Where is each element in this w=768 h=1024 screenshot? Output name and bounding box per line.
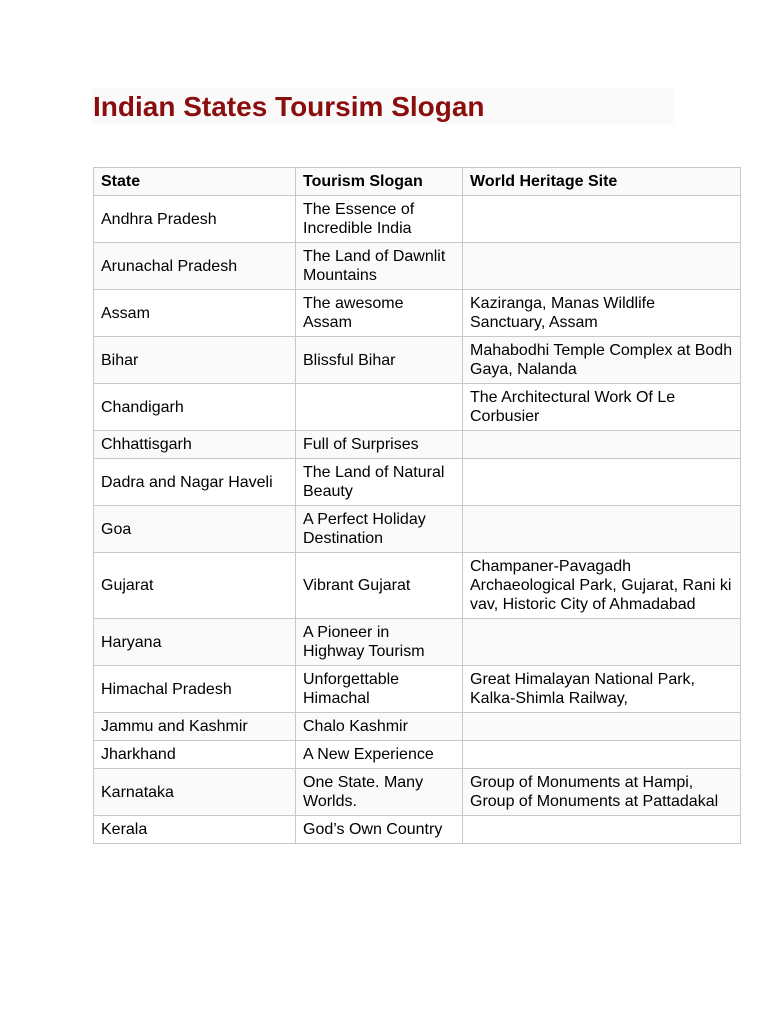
heritage-cell	[463, 816, 741, 844]
heritage-cell	[463, 713, 741, 741]
slogan-cell: Chalo Kashmir	[296, 713, 463, 741]
table-row	[94, 553, 741, 619]
heritage-cell	[463, 196, 741, 243]
slogan-table	[93, 167, 741, 844]
document-title: Indian States Toursim Slogan	[93, 91, 485, 122]
state-cell: Jharkhand	[94, 741, 296, 769]
table-row	[94, 619, 741, 666]
heritage-cell: The Architectural Work Of Le Corbusier	[463, 384, 741, 431]
heritage-cell: Group of Monuments at Hampi, Group of Monuments at Pattadakal	[463, 769, 741, 816]
state-cell: Assam	[94, 290, 296, 337]
state-cell: Dadra and Nagar Haveli	[94, 459, 296, 506]
table-row	[94, 713, 741, 741]
slogan-cell: Blissful Bihar	[296, 337, 463, 384]
state-cell: Kerala	[94, 816, 296, 844]
heritage-cell	[463, 741, 741, 769]
state-cell: Arunachal Pradesh	[94, 243, 296, 290]
slogan-cell: Full of Surprises	[296, 431, 463, 459]
header-state: State	[94, 168, 296, 196]
state-cell: Karnataka	[94, 769, 296, 816]
heritage-cell: Great Himalayan National Park, Kalka-Shimla Railway,	[463, 666, 741, 713]
state-cell: Jammu and Kashmir	[94, 713, 296, 741]
table-header-row	[94, 168, 741, 196]
table-row	[94, 816, 741, 844]
table-row	[94, 459, 741, 506]
state-cell: Chandigarh	[94, 384, 296, 431]
slogan-cell: The Land of Dawnlit Mountains	[296, 243, 463, 290]
heritage-cell: Mahabodhi Temple Complex at Bodh Gaya, Nalanda	[463, 337, 741, 384]
heritage-cell: Kaziranga, Manas Wildlife Sanctuary, Assam	[463, 290, 741, 337]
heritage-cell	[463, 431, 741, 459]
table-row	[94, 506, 741, 553]
table-row	[94, 196, 741, 243]
table-row	[94, 769, 741, 816]
table-row	[94, 290, 741, 337]
slogan-cell: A Pioneer in Highway Tourism	[296, 619, 463, 666]
table-row	[94, 384, 741, 431]
state-cell: Andhra Pradesh	[94, 196, 296, 243]
heritage-cell	[463, 243, 741, 290]
slogan-cell: Vibrant Gujarat	[296, 553, 463, 619]
heritage-cell: Champaner-Pavagadh Archaeological Park, Gujarat, Rani ki vav, Historic City of Ahmadabad	[463, 553, 741, 619]
state-cell: Himachal Pradesh	[94, 666, 296, 713]
slogan-cell: A Perfect Holiday Destination	[296, 506, 463, 553]
state-cell: Goa	[94, 506, 296, 553]
slogan-cell: The Essence of Incredible India	[296, 196, 463, 243]
state-cell: Haryana	[94, 619, 296, 666]
slogan-cell: The Land of Natural Beauty	[296, 459, 463, 506]
slogan-cell	[296, 384, 463, 431]
table-row	[94, 666, 741, 713]
state-cell: Gujarat	[94, 553, 296, 619]
header-tourism-slogan: Tourism Slogan	[296, 168, 463, 196]
heritage-cell	[463, 459, 741, 506]
table-row	[94, 243, 741, 290]
slogan-cell: A New Experience	[296, 741, 463, 769]
state-cell: Bihar	[94, 337, 296, 384]
slogan-cell: Unforgettable Himachal	[296, 666, 463, 713]
table-row	[94, 337, 741, 384]
table-row	[94, 431, 741, 459]
state-cell: Chhattisgarh	[94, 431, 296, 459]
slogan-cell: One State. Many Worlds.	[296, 769, 463, 816]
slogan-cell: God’s Own Country	[296, 816, 463, 844]
table-row	[94, 741, 741, 769]
heritage-cell	[463, 506, 741, 553]
heritage-cell	[463, 619, 741, 666]
slogan-cell: The awesome Assam	[296, 290, 463, 337]
header-world-heritage-site: World Heritage Site	[463, 168, 741, 196]
